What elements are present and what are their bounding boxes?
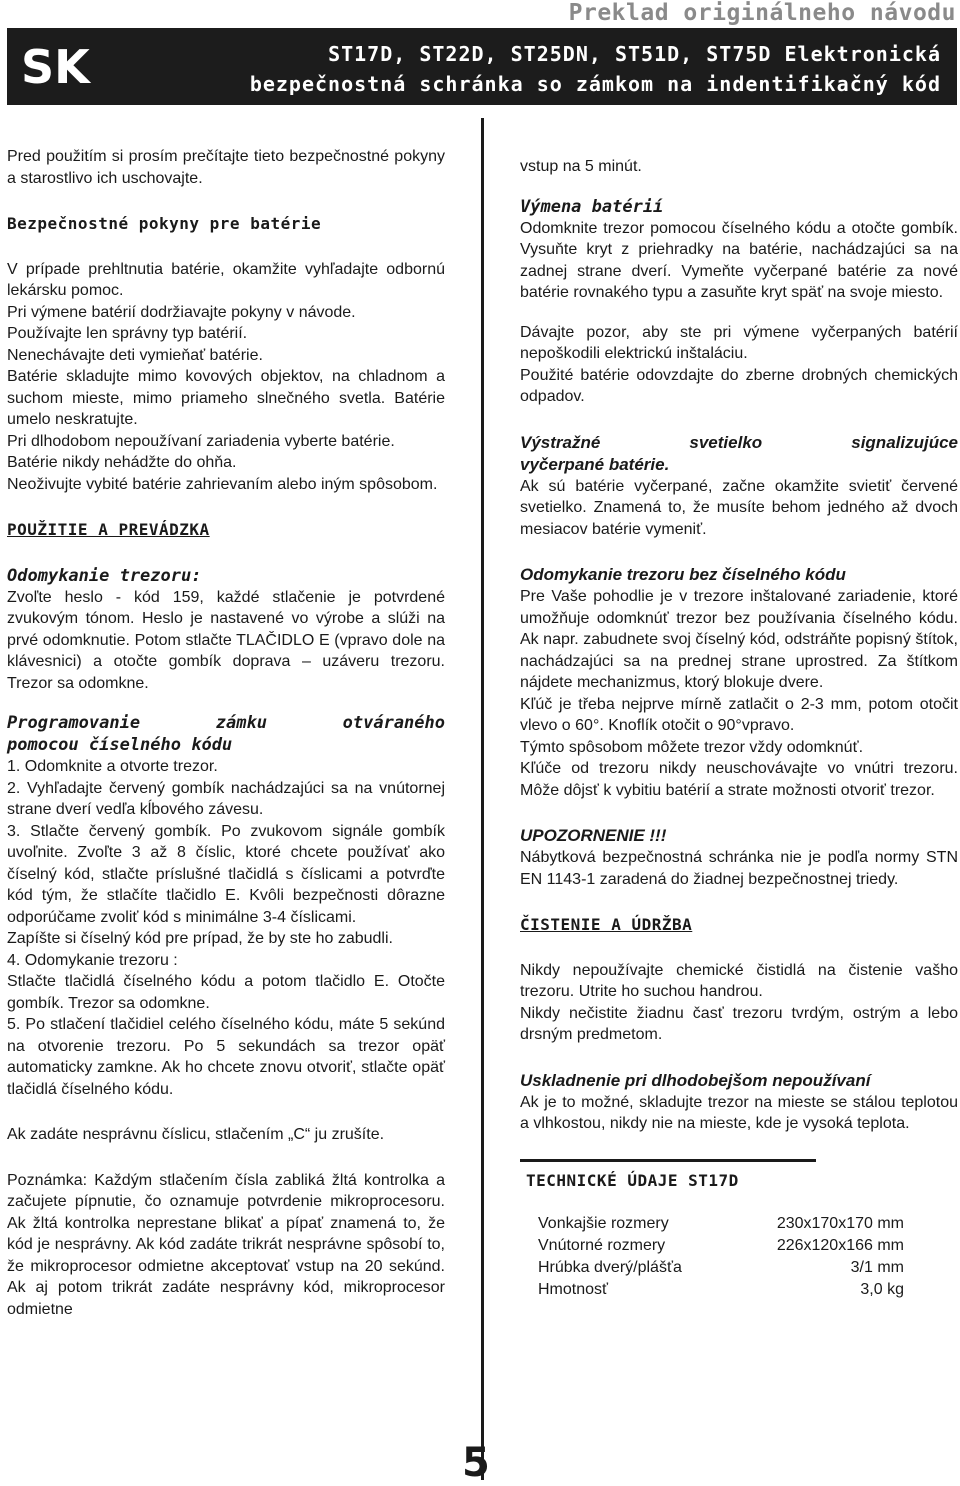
unlock-text: Zvoľte heslo - kód 159, každé stlačenie je potvrdené zvukovým tónom. Heslo je nastavené vo výrobe a slúži na prvé odomknutie. Potom stlačte TLAČIDLO E (vpravo dole na klávesnici) a otočte gombík doprava – uzáveru trezoru. Trezor sa odomkne. — [7, 588, 445, 692]
unlock-heading: Odomykanie trezoru: — [7, 565, 202, 586]
dispose-text: Použité batérie odovzdajte do zberne drobných chemických odpadov. — [520, 366, 958, 405]
step-item: Zapíšte si číselný kód pre prípad, že by ste ho zabudli. — [7, 930, 393, 947]
battery-item: V prípade prehltnutia batérie, okamžite vyhľadajte odbornú lekársku pomoc. — [7, 260, 445, 299]
battery-safety-heading: Bezpečnostné pokyny pre batérie — [7, 214, 322, 233]
spec-label: Vnútorné rozmery — [538, 1237, 666, 1254]
battery-item: Nenechávajte deti vymieňať batérie. — [7, 346, 263, 364]
step-item: Stlačte tlačidlá číselného kódu a potom tlačidlo E. Otočte gombík. Trezor sa odomkne. — [7, 973, 445, 1012]
document-subtitle: Preklad originálneho návodu — [568, 0, 956, 26]
careful-text: Dávajte pozor, aby ste pri výmene vyčerpaných batérií nepoškodili elektrickú inštaláciu. — [520, 323, 958, 362]
battery-item: Používajte len správny typ batérií. — [7, 325, 248, 342]
step-item: 5. Po stlačení tlačidiel celého číselného kódu, máte 5 sekúnd na otvorenie trezoru. Po 5 sekundách sa trezor opäť automaticky zamkne. Ak ho chcete znovu otvoriť, stlačte opäť tlačidlá číselného kódu. — [7, 1016, 445, 1098]
step-item: 2. Vyhľadajte červený gombík nachádzajúci sa na vnútornej strane dverí vedľa kĺbového závesu. — [7, 779, 445, 818]
spec-label: Vonkajšie rozmery — [538, 1215, 669, 1232]
programming-heading-line-1: Programovanie zámku otváraného — [7, 713, 445, 733]
spec-value: 226x120x166 mm — [776, 1237, 904, 1254]
battery-item: Batérie skladujte mimo kovových objektov, na chladnom a suchom mieste, mimo priameho slnečného svetla. Batérie umelo neskratujte. — [7, 368, 445, 428]
always-text: Týmto spôsobom môžete trezor vždy odomknúť. — [520, 738, 864, 756]
tech-specs-table — [538, 1213, 904, 1301]
wrong-digit-text: Ak zadáte nesprávnu číslicu, stlačením „C“ ju zrušíte. — [7, 1126, 385, 1143]
warning-light-heading-line-2: vyčerpané batérie. — [520, 454, 670, 474]
usage-heading: POUŽITIE A PREVÁDZKA — [7, 520, 210, 539]
spec-row — [538, 1235, 904, 1257]
spec-value: 3/1 mm — [850, 1259, 904, 1276]
step-item: 1. Odomknite a otvorte trezor. — [7, 758, 218, 775]
spec-value: 230x170x170 mm — [776, 1215, 904, 1232]
storage-heading: Uskladnenie pri dlhodobejšom nepoužívaní — [520, 1070, 871, 1090]
left-column — [7, 146, 445, 1320]
notice-text: Nábytková bezpečnostná schránka nie je podľa normy STN EN 1143-1 zaradená do žiadnej bezpečnostnej triedy. — [520, 849, 958, 888]
right-column — [520, 156, 958, 1301]
cleaning-heading: ČISTENIE A ÚDRŽBA — [520, 915, 693, 934]
cleaning-text: Nikdy nečistite žiadnu časť trezoru tvrdým, ostrým a lebo drsným predmetom. — [520, 1004, 958, 1043]
key-text: Kľúč je třeba nejprve mírně zatlačit o 2-3 mm, potom otočit vlevo o 60°. Knoflík otočit o 90°vpravo. — [520, 695, 958, 734]
battery-item: Pri výmene batérií dodržiavajte pokyny v návode. — [7, 303, 356, 321]
battery-item: Pri dlhodobom nepoužívaní zariadenia vyberte batérie. — [7, 432, 395, 450]
battery-change-text: Odomknite trezor pomocou číselného kódu a otočte gombík. Vysuňte kryt z priehradky na batérie, nachádzajúci sa na zadnej strane dverí. Vymeňte vyčerpané batérie za nové batérie rovnakého typu a zasuňte kryt späť na svoje miesto. — [520, 219, 958, 301]
keys-warning-text: Kľúče od trezoru nikdy neuschovávajte vo vnútri trezoru. Môže dôjsť k vybitiu batérií a strate možnosti otvoriť trezor. — [520, 760, 958, 799]
continued-text: vstup na 5 minút. — [520, 158, 642, 175]
title-line-2: bezpečnostná schránka so zámkom na indentifikačný kód — [249, 72, 941, 96]
warning-light-heading-line-1: Výstražné svetielko signalizujúce — [520, 432, 958, 452]
header-banner — [7, 28, 957, 105]
battery-item: Neoživujte vybité batérie zahrievaním alebo iným spôsobom. — [7, 475, 438, 493]
no-code-heading: Odomykanie trezoru bez číselného kódu — [520, 565, 846, 584]
battery-item: Batérie nikdy nehádžte do ohňa. — [7, 454, 237, 471]
spec-label: Hrúbka dverý/plášťa — [538, 1259, 682, 1276]
spec-label: Hmotnosť — [538, 1281, 609, 1298]
column-divider — [481, 118, 484, 1480]
no-code-text: Pre Vaše pohodlie je v trezore inštalované zariadenie, ktoré umožňuje odomknúť trezor bez používania číselného kódu. Ak napr. zabudnete svoj číselný kód, odstráňte popisný štítok, nachádzajúci sa na prednej strane uprostred. Za štítkom nájdete mechanizmus, ktorý blokuje dvere. — [520, 588, 958, 691]
intro-text: Pred použitím si prosím prečítajte tieto bezpečnostné pokyny a starostlivo ich uschovajte. — [7, 148, 445, 187]
battery-change-heading: Výmena batérií — [520, 196, 664, 217]
page-number: 5 — [462, 1440, 490, 1486]
spec-row — [538, 1213, 904, 1235]
tech-specs-heading: TECHNICKÉ ÚDAJE ST17D — [520, 1159, 816, 1192]
step-item: 3. Stlačte červený gombík. Po zvukovom signále gombík uvoľnite. Zvoľte 3 až 8 číslic, ktoré chcete používať ako číselný kód, stlačte príslušné tlačidlá s číslicami a potvrďte kód tým, že stlačíte tlačidlo E. Kvôli bezpečnosti dôrazne odporúčame zvoliť kód s minimálne 3-4 číslicami. — [7, 822, 445, 926]
note-text: Poznámka: Každým stlačením čísla zabliká žltá kontrolka a začujete pípnutie, čo oznamuje potvrdenie mikroprocesoru. Ak žltá kontrolka neprestane blikať a pípať znamená to, že kód je nesprávny. Ak kód zadáte trikrát nesprávne spôsobí to, že mikroprocesor odmietne akceptovať vstup na 20 sekúnd. Ak aj potom trikrát zadáte nesprávny kód, mikroprocesor odmietne — [7, 1171, 445, 1318]
spec-row — [538, 1257, 904, 1279]
cleaning-text: Nikdy nepoužívajte chemické čistidlá na čistenie vašho trezoru. Utrite ho suchou handrou. — [520, 961, 958, 1000]
notice-heading: UPOZORNENIE !!! — [520, 826, 667, 845]
programming-heading-line-2: pomocou číselného kódu — [7, 735, 233, 755]
title-line-1: ST17D, ST22D, ST25DN, ST51D, ST75D Elektronická — [328, 42, 941, 66]
spec-row — [538, 1279, 904, 1301]
step-item: 4. Odomykanie trezoru : — [7, 951, 178, 969]
language-code: SK — [21, 40, 90, 94]
storage-text: Ak je to možné, skladujte trezor na mieste se stálou teplotou a vlhkostou, nikdy nie na mieste, kde je vysoká teplota. — [520, 1093, 958, 1132]
warning-light-text: Ak sú batérie vyčerpané, začne okamžite svietiť červené svetielko. Znamená to, že musíte behom jedného až dvoch mesiacov batérie vymeniť. — [520, 477, 958, 538]
spec-value: 3,0 kg — [860, 1281, 904, 1298]
